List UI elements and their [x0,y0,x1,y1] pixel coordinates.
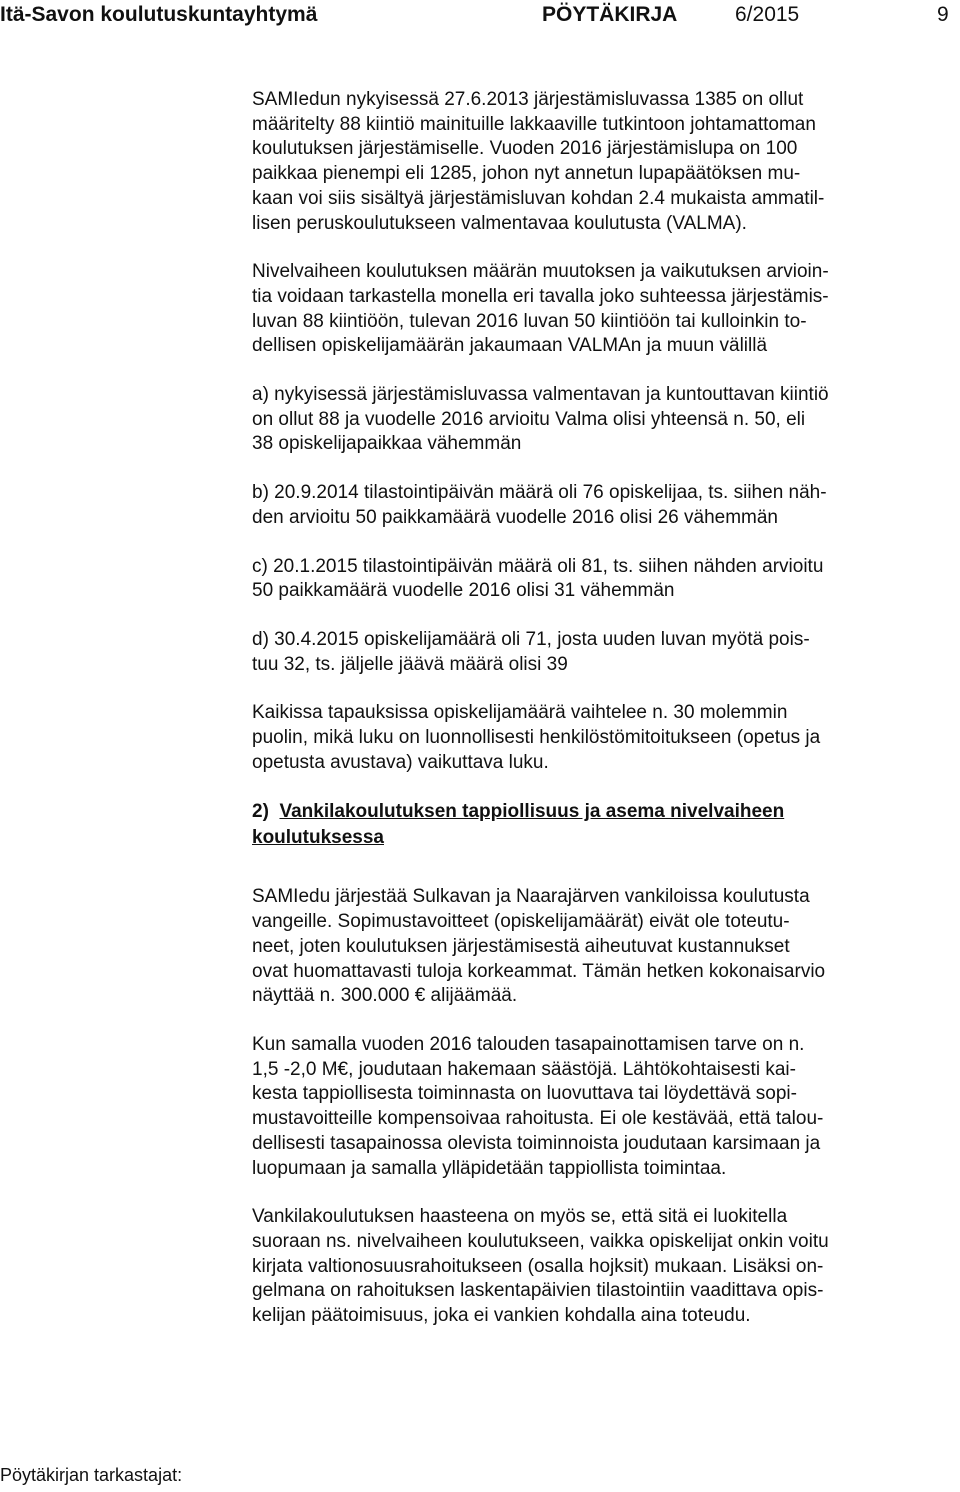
text-line: gelmana on rahoituksen laskentapäivien tilastointiin vaadittava opis- [252,1280,824,1302]
text-line: ovat huomattavasti tuloja korkeammat. Tämän hetken kokonaisarvio [252,960,826,982]
text-line: den arvioitu 50 paikkamäärä vuodelle 2016 olisi 26 vähemmän [252,506,778,528]
paragraph-4 [252,885,957,1009]
section-2-number: 2) [252,801,269,823]
text-line: b) 20.9.2014 tilastointipäivän määrä oli 76 opiskelijaa, ts. siihen näh- [252,482,827,504]
text-line: d) 30.4.2015 opiskelijamäärä oli 71, josta uuden luvan myötä pois- [252,628,810,650]
text-line: Kaikissa tapauksissa opiskelijamäärä vaihtelee n. 30 molemmin [252,702,788,724]
paragraph-5 [252,1033,957,1181]
text-line: kaan voi siis sisältyä järjestämisluvan kohdan 2.4 mukaista ammatil- [252,187,825,209]
text-line: 38 opiskelijapaikkaa vähemmän [252,433,522,455]
document-number: 6/2015 [735,3,800,26]
text-line: lisen peruskoulutukseen valmentavaa koulutusta (VALMA). [252,212,747,234]
text-line: tia voidaan tarkastella monella eri tavalla joko suhteessa järjestämis- [252,285,829,307]
paragraph-1 [252,88,957,236]
text-line: vangeille. Sopimustavoitteet (opiskelijamäärät) eivät ole toteutu- [252,911,790,933]
text-line: kelijan päätoimisuus, joka ei vankien kohdalla aina toteudu. [252,1305,751,1327]
text-line: Vankilakoulutuksen haasteena on myös se, että sitä ei luokitella [252,1206,788,1228]
organization-name: Itä-Savon koulutuskuntayhtymä [0,3,318,26]
text-line: kesta tappiollisesta toiminnasta on luovuttava tai löydettävä sopi- [252,1083,797,1105]
list-item-c [252,555,957,604]
text-line: paikkaa pienempi eli 1285, johon nyt annetun lupapäätöksen mu- [252,163,801,185]
text-line: määritelty 88 kiintiö mainituille lakkaaville tutkintoon johtamattoman [252,113,816,135]
text-line: näyttää n. 300.000 € alijäämää. [252,985,518,1007]
document-body [252,88,957,1353]
text-line: opetusta avustava) vaikuttava luku. [252,751,549,773]
text-line: c) 20.1.2015 tilastointipäivän määrä oli 81, ts. siihen nähden arvioitu [252,555,824,577]
text-line: suoraan ns. nivelvaiheen koulutukseen, vaikka opiskelijat onkin voitu [252,1230,829,1252]
section-2-title-line-1: Vankilakoulutuksen tappiollisuus ja asema nivelvaiheen [279,801,785,823]
list-item-d [252,628,957,677]
text-line: Nivelvaiheen koulutuksen määrän muutoksen ja vaikutuksen arvioin- [252,261,829,283]
text-line: dellisen opiskelijamäärän jakaumaan VALMAn ja muun välillä [252,335,768,357]
text-line: kirjata valtionosuusrahoitukseen (osalla hojksit) mukaan. Lisäksi on- [252,1255,824,1277]
list-item-b [252,481,957,530]
text-line: mustavoitteille kompensoivaa rahoitusta. Ei ole kestävää, että talou- [252,1108,824,1130]
text-line: luvan 88 kiintiöön, tulevan 2016 luvan 50 kiintiöön tai kulloinkin to- [252,310,807,332]
list-item-a [252,383,957,457]
section-2-title-line-2: koulutuksessa [252,827,384,849]
paragraph-3 [252,701,957,775]
section-2-heading [252,799,957,851]
paragraph-2 [252,260,957,359]
text-line: Kun samalla vuoden 2016 talouden tasapainottamisen tarve on n. [252,1033,805,1055]
page-number: 9 [937,3,949,26]
text-line: puolin, mikä luku on luonnollisesti henkilöstömitoitukseen (opetus ja [252,727,821,749]
text-line: 1,5 -2,0 M€, joudutaan hakemaan säästöjä. Lähtökohtaisesti kai- [252,1058,796,1080]
paragraph-6 [252,1205,957,1329]
text-line: a) nykyisessä järjestämisluvassa valmentavan ja kuntouttavan kiintiö [252,384,829,406]
text-line: SAMIedu järjestää Sulkavan ja Naarajärven vankiloissa koulutusta [252,886,810,908]
page-header [0,3,960,33]
footer-reviewers-label: Pöytäkirjan tarkastajat: [0,1465,183,1485]
text-line: neet, joten koulutuksen järjestämisestä aiheutuvat kustannukset [252,935,790,957]
text-line: tuu 32, ts. jäljelle jäävä määrä olisi 39 [252,653,568,675]
text-line: luopumaan ja samalla ylläpidetään tappiollista toimintaa. [252,1157,727,1179]
text-line: 50 paikkamäärä vuodelle 2016 olisi 31 vähemmän [252,580,675,602]
text-line: dellisesti tasapainossa olevista toiminnoista joudutaan karsimaan ja [252,1132,821,1154]
document-type: PÖYTÄKIRJA [542,3,678,26]
text-line: koulutuksen järjestämiselle. Vuoden 2016 järjestämislupa on 100 [252,138,798,160]
text-line: on ollut 88 ja vuodelle 2016 arvioitu Valma olisi yhteensä n. 50, eli [252,408,806,430]
text-line: SAMIedun nykyisessä 27.6.2013 järjestämisluvassa 1385 on ollut [252,89,804,110]
